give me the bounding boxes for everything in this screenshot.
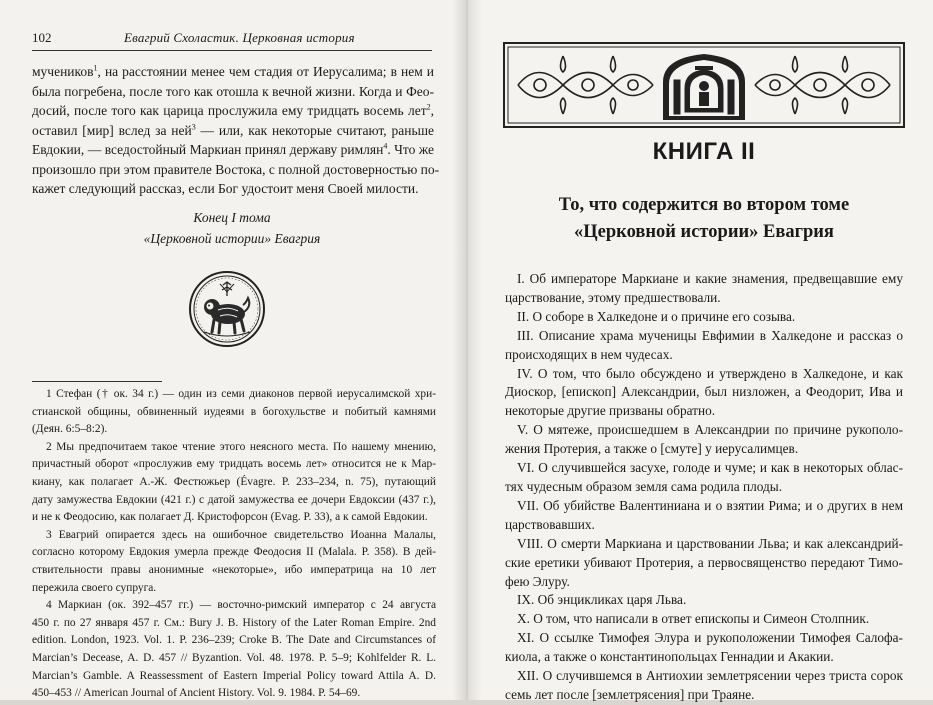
- toc-line: фею Элуру.: [505, 573, 570, 589]
- toc-item: [505, 591, 903, 610]
- body-line: была погребена, после того как отошла к вечной жизни. Когда и Фео-: [32, 83, 434, 99]
- toc-item: [505, 459, 903, 497]
- end-line-1: Конец I тома: [193, 210, 271, 225]
- footnotes: [32, 386, 436, 703]
- toc-item: [505, 629, 903, 667]
- footnote-line: 3 Евагрий опирается здесь на ошибочное свидетельство Иоанна Малалы,: [46, 528, 436, 541]
- right-page: [466, 0, 933, 700]
- footnote-rule: [32, 381, 162, 382]
- toc-line: I. Об императоре Маркиане и какие знамения, предвещавшие ему: [517, 271, 903, 286]
- contents-heading-line: То, что содержится во втором томе: [558, 195, 850, 215]
- toc-line: семь лет после [землетрясения] при Траяне.: [505, 686, 755, 702]
- footnote-3: [32, 527, 436, 597]
- body-paragraph: [32, 62, 440, 199]
- toc-line: Диоскор, [епископ] Александрии, был низложен, а Феодорит, Ива и: [505, 384, 903, 400]
- footnote-line: Marcian’s Gamble. A Reassessment of Eastern Imperial Policy toward Attila A. D.: [32, 669, 436, 682]
- footnote-line: 4 Маркиан (ок. 392–457 гг.) — восточно-римский император с 24 августа: [46, 599, 436, 612]
- body-line: кажет следующий рассказ, если Бог удостоит меня Своей милости.: [32, 181, 419, 196]
- footnote-line: 2 Мы предпочитаем такое чтение этого неясного места. По нашему мнению,: [46, 440, 436, 453]
- footnote-line: и не к Феодосию, как полагает Д. Кристофорсон (Evag. P. 33), а к самой Евдокии.: [32, 511, 428, 524]
- toc-item: [505, 327, 903, 365]
- toc-line: VII. Об убийстве Валентиниана и о взятии Рима; и о других в нем: [517, 497, 903, 513]
- footnote-2: [32, 439, 436, 527]
- body-line: мучеников$^1$, на расстоянии менее чем стадия от Иерусалима; в нем и: [32, 63, 434, 79]
- toc-line: VI. О случившейся засухе, голоде и чуме; и как в некоторых облас-: [517, 460, 903, 476]
- footnote-line: 450 г. по 27 января 457 г. См.: Bury J. B. History of the Later Roman Empire. 2nd: [32, 616, 436, 629]
- toc-line: некоторые другие призваны обратно.: [505, 403, 716, 419]
- toc-item: [505, 497, 903, 535]
- running-title: Евагрий Схоластик. Церковная история: [124, 30, 355, 45]
- ornamental-headpiece-icon: [503, 42, 905, 128]
- footnote-line: киану, как полагает А.-Ж. Фестюжьер (Évagre. P. 233–234, n. 75), путающий: [32, 475, 436, 488]
- toc-line: жения Протерия, а также о [смуте] у иерусалимцев.: [505, 441, 799, 457]
- left-page: [0, 0, 466, 700]
- footnote-line: 450–453 // American Journal of Ancient History. Vol. 9. 1984. P. 54–69.: [32, 687, 361, 700]
- footnote-1: [32, 386, 436, 439]
- footnote-line: дату замужества Евдокии (421 г.) с датой замужества ее дочери Евдоксии (437 г.),: [32, 493, 436, 506]
- toc-line: III. Описание храма мученицы Евфимии в Халкедоне и рассказ о: [517, 327, 903, 343]
- end-of-volume-note: [32, 207, 432, 249]
- contents-heading: [503, 192, 905, 246]
- toc-item: [505, 270, 903, 308]
- toc-line: X. О том, что написали в ответ епископы и Симеон Столпник.: [517, 611, 870, 627]
- table-of-contents: [505, 270, 903, 705]
- toc-line: II. О соборе в Халкедоне и о причине его созыва.: [517, 308, 796, 324]
- toc-item: [505, 421, 903, 459]
- book-title: КНИГА II: [652, 138, 756, 165]
- toc-line: ские еретики убивают Протерия, а первосвященство передают Тимо-: [505, 554, 903, 570]
- footnote-line: ствительности правы анонимные «некоторые», ибо императрица на 10 лет: [32, 563, 436, 576]
- footnote-line: (Деян. 6:5–8:2).: [32, 423, 108, 436]
- toc-line: VIII. О смерти Маркиана и царствовании Льва; и как александрий-: [517, 535, 903, 551]
- footnote-4: [32, 597, 436, 703]
- footnote-line: согласно которому Евдокия умерла прежде Феодосия II (Malala. P. 358). В дей-: [32, 546, 436, 559]
- page-number: 102: [32, 30, 52, 45]
- toc-line: IV. О том, что было обсуждено и утверждено в Халкедоне, и как: [517, 365, 903, 381]
- end-line-2: «Церковной истории» Евагрия: [143, 231, 321, 246]
- footnote-line: пережила своего супруга.: [32, 581, 157, 594]
- toc-line: тях чудесным образом земля сама родила плоды.: [505, 478, 783, 494]
- footnote-line: edition. London, 1923. Vol. 1. P. 236–239; Croke B. The Date and Circumstances of: [32, 634, 436, 647]
- body-line: произошло при этом правителе Востока, с полной достоверностью по-: [32, 161, 440, 177]
- toc-item: [505, 365, 903, 422]
- toc-item: [505, 667, 903, 705]
- toc-line: киола, а также о константинопольцах Геннадии и Акакии.: [505, 649, 834, 665]
- toc-line: царствовавших.: [505, 516, 595, 532]
- body-line: оставил [мир] вслед за ней$^3$ — или, как некоторые считают, раньше: [32, 122, 434, 138]
- toc-line: V. О мятеже, происшедшем в Александрии по причине рукополо-: [517, 422, 903, 438]
- body-line: досий, после того как царица прослужила ему тридцать восемь лет$^2$,: [32, 102, 434, 118]
- book-gutter: [452, 0, 482, 700]
- contents-heading-line: «Церковной истории» Евагрия: [574, 222, 834, 242]
- toc-line: XI. О ссылке Тимофея Элура и рукоположении Тимофея Салофа-: [517, 630, 903, 646]
- toc-line: XII. О случившемся в Антиохии землетрясении через триста сорок: [517, 668, 903, 684]
- toc-line: IX. Об энцикликах царя Льва.: [517, 592, 687, 608]
- footnote-line: причастный оборот «прослужив ему тридцать восемь лет» относится не к Мар-: [32, 458, 436, 471]
- footnote-line: 1 Стефан († ок. 34 г.) — один из семи диаконов первой иерусалимской хри-: [46, 388, 436, 400]
- lion-seal-icon: [188, 270, 266, 348]
- toc-item: [505, 610, 903, 629]
- header-rule: [32, 50, 432, 51]
- toc-line: происходящих в нем чудесах.: [505, 346, 673, 362]
- footnote-line: стианской общины, обвиненный иудеями в богохульстве и побитый камнями: [32, 405, 436, 418]
- toc-item: [505, 308, 903, 327]
- toc-item: [505, 535, 903, 592]
- toc-line: царствование, этому предшествовали.: [505, 289, 721, 305]
- footnote-line: Marcian’s Decease, A. D. 457 // Byzantion. Vol. 48. 1978. P. 5–9; Kohlfelder R. L.: [32, 651, 436, 664]
- body-line: Евдокии, — вседостойный Маркиан принял державу римлян$^4$. Что же: [32, 141, 434, 157]
